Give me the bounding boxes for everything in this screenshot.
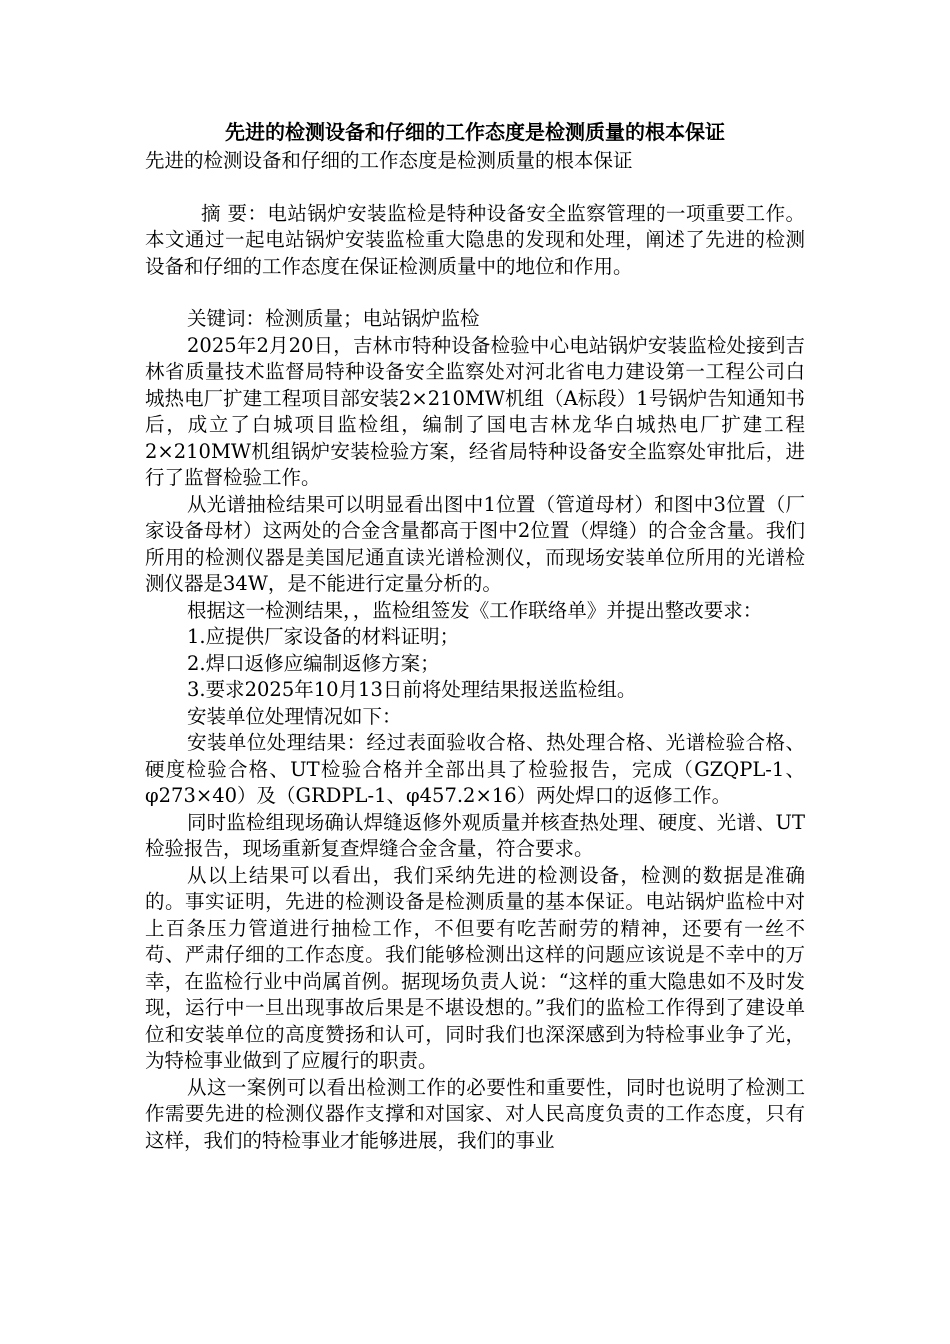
body-paragraph-6: 同时监检组现场确认焊缝返修外观质量并核查热处理、硬度、光谱、UT检验报告，现场重新复查焊缝合金含量，符合要求。 xyxy=(145,810,805,860)
abstract-paragraph: 摘 要：电站锅炉安装监检是特种设备安全监察管理的一项重要工作。本文通过一起电站锅炉安装监检重大隐患的发现和处理，阐述了先进的检测设备和仔细的工作态度在保证检测质量中的地位和作用。 xyxy=(145,201,805,278)
keywords-line: 关键词：检测质量；电站锅炉监检 xyxy=(187,307,480,330)
requirement-item-2: 2.焊口返修应编制返修方案； xyxy=(187,651,440,675)
body-paragraph-2: 从光谱抽检结果可以明显看出图中1位置（管道母材）和图中3位置（厂家设备母材）这两处的合金含量都高于图中2位置（焊缝）的合金含量。我们所用的检测仪器是美国尼通直读光谱检测仪，而现场安装单位所用的光谱检测仪器是34W，是不能进行定量分析的。 xyxy=(145,492,805,595)
body-paragraph-4: 安装单位处理情况如下： xyxy=(187,704,402,728)
requirement-item-3: 3.要求2025年10月13日前将处理结果报送监检组。 xyxy=(187,678,637,701)
blank-line xyxy=(145,175,805,201)
body-paragraph-1: 2025年2月20日，吉林市特种设备检验中心电站锅炉安装监检处接到吉林省质量技术监督局特种设备安全监察处对河北省电力建设第一工程公司白城热电厂扩建工程项目部安装2×210MW机组（A标段）1号锅炉告知通知书后，成立了白城项目监检组，编制了国电吉林龙华白城热电厂扩建工程2×210MW机组锅炉安装检验方案，经省局特种设备安全监察处审批后，进行了监督检验工作。 xyxy=(145,333,805,489)
blank-line xyxy=(145,280,805,306)
document-page xyxy=(145,118,805,1154)
document-subtitle: 先进的检测设备和仔细的工作态度是检测质量的根本保证 xyxy=(145,149,633,172)
body-paragraph-8: 从这一案例可以看出检测工作的必要性和重要性，同时也说明了检测工作需要先进的检测仪器作支撑和对国家、对人民高度负责的工作态度，只有这样，我们的特检事业才能够进展，我们的事业 xyxy=(145,1075,805,1152)
requirement-item-1: 1.应提供厂家设备的材料证明； xyxy=(187,625,460,648)
body-paragraph-3: 根据这一检测结果，，监检组签发《工作联络单》并提出整改要求： xyxy=(187,598,763,622)
body-paragraph-5: 安装单位处理结果：经过表面验收合格、热处理合格、光谱检验合格、硬度检验合格、UT检验合格并全部出具了检验报告，完成（GZQPL-1、φ273×40）及（GRDPL-1、φ457.2×16）两处焊口的返修工作。 xyxy=(145,731,805,807)
body-paragraph-7: 从以上结果可以看出，我们采纳先进的检测设备，检测的数据是准确的。事实证明，先进的检测设备是检测质量的基本保证。电站锅炉监检中对上百条压力管道进行抽检工作，不但要有吃苦耐劳的精神，还要有一丝不苟、严肃仔细的工作态度。我们能够检测出这样的问题应该说是不幸中的万幸，在监检行业中尚属首例。据现场负责人说：“这样的重大隐患如不及时发现，运行中一旦出现事故后果是不堪设想的。”我们的监检工作得到了建设单位和安装单位的高度赞扬和认可，同时我们也深深感到为特检事业争了光，为特检事业做到了应履行的职责。 xyxy=(145,863,805,1072)
document-title: 先进的检测设备和仔细的工作态度是检测质量的根本保证 xyxy=(225,120,725,144)
